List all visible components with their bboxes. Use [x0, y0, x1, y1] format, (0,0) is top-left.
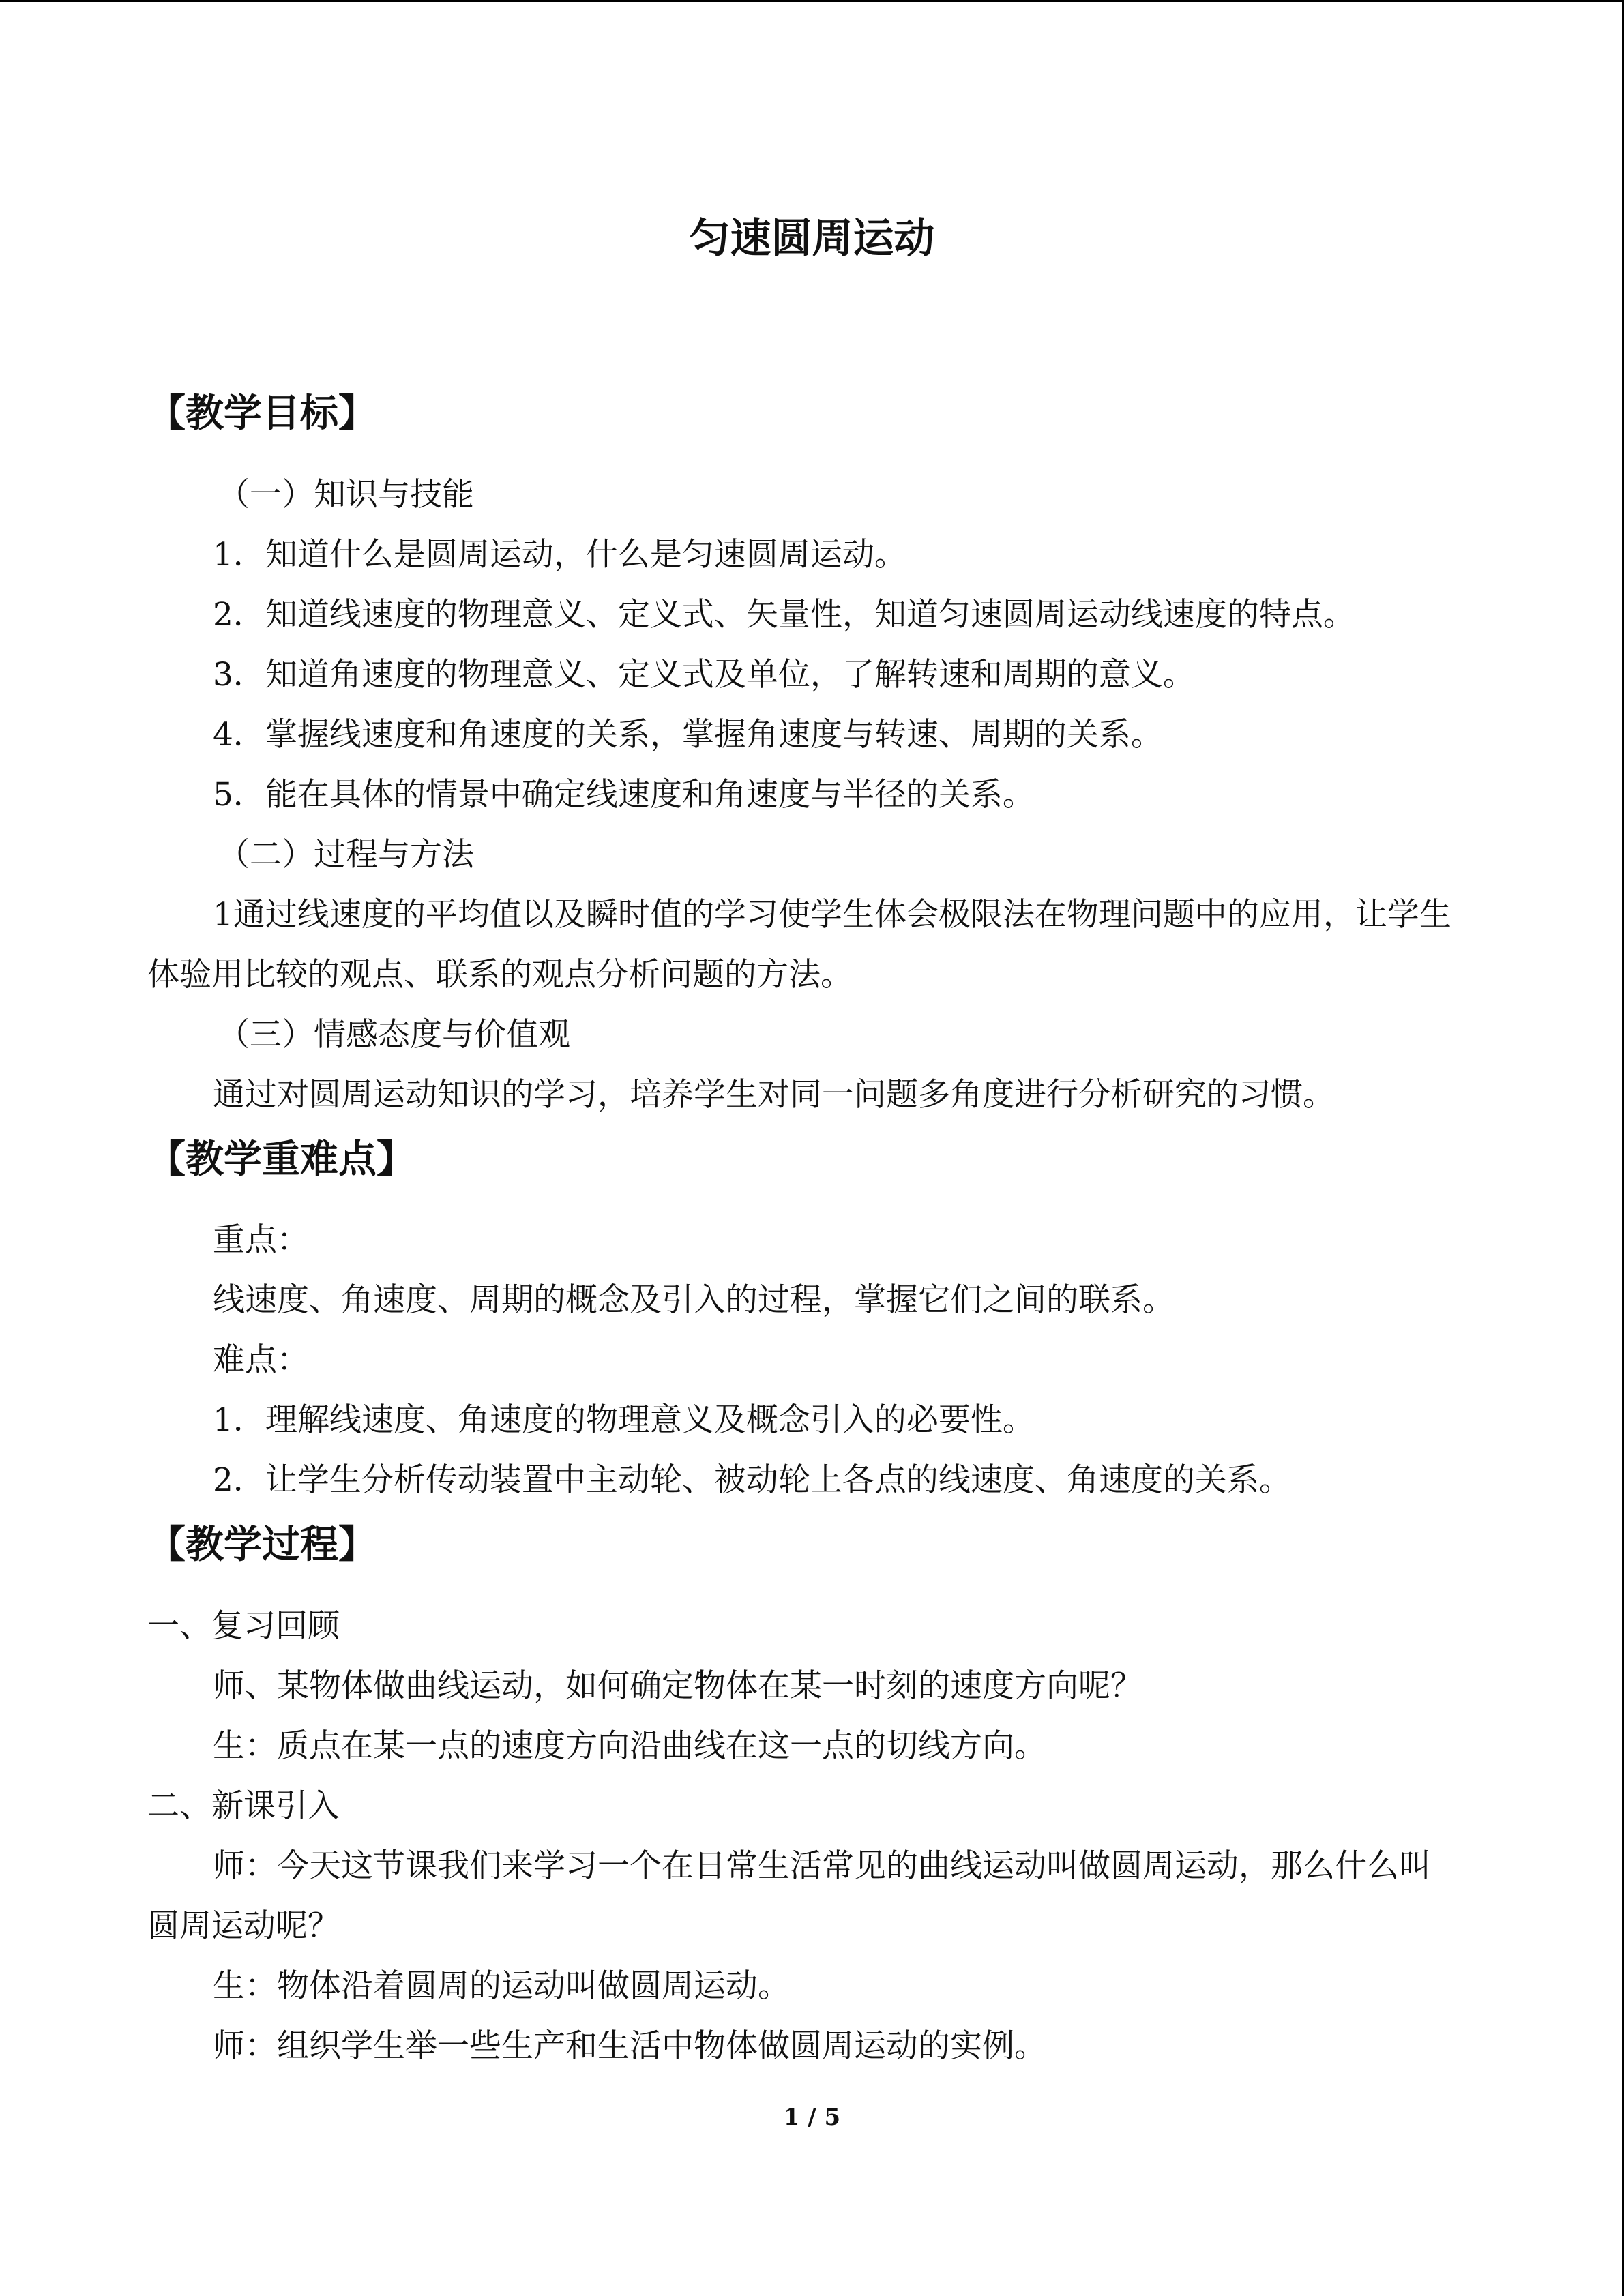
goal-item: 1．知道什么是圆周运动，什么是匀速圆周运动。	[213, 536, 906, 573]
goal-item: 4．掌握线速度和角速度的关系，掌握角速度与转速、周期的关系。	[213, 716, 1163, 754]
dialogue-line: 生：物体沿着圆周的运动叫做圆周运动。	[213, 1967, 790, 2005]
goal-item: 2．知道线速度的物理意义、定义式、矢量性，知道匀速圆周运动线速度的特点。	[213, 596, 1355, 633]
dialogue-line: 生：质点在某一点的速度方向沿曲线在这一点的切线方向。	[213, 1727, 1046, 1765]
page-title: 匀速圆周运动	[689, 215, 935, 263]
dialogue-paragraph: 师：今天这节课我们来学习一个在日常生活常见的曲线运动叫做圆周运动，那么什么叫圆周运动呢？	[147, 1847, 1431, 1945]
difficulty-item: 2．让学生分析传动装置中主动轮、被动轮上各点的线速度、角速度的关系。	[213, 1461, 1291, 1499]
process-part-intro: 二、新课引入	[147, 1787, 340, 1825]
goal-item: 3．知道角速度的物理意义、定义式及单位，了解转速和周期的意义。	[213, 656, 1195, 694]
focus-label: 重点：	[213, 1221, 309, 1259]
process-method-text: 1通过线速度的平均值以及瞬时值的学习使学生体会极限法在物理问题中的应用，让学生体验用比较的观点、联系的观点分析问题的方法。	[147, 896, 1451, 994]
section-heading-process: 【教学过程】	[147, 1522, 377, 1567]
dialogue-line: 师、某物体做曲线运动，如何确定物体在某一时刻的速度方向呢？	[213, 1667, 1142, 1705]
goal-item: 5．能在具体的情景中确定线速度和角速度与半径的关系。	[213, 776, 1035, 814]
dialogue-line: 师：组织学生举一些生产和生活中物体做圆周运动的实例。	[213, 2027, 1046, 2065]
attitude-text: 通过对圆周运动知识的学习，培养学生对同一问题多角度进行分析研究的习惯。	[213, 1076, 1335, 1114]
subheading-attitude: （三）情感态度与价值观	[218, 1016, 570, 1054]
section-heading-key-points: 【教学重难点】	[147, 1137, 415, 1182]
difficulty-item: 1．理解线速度、角速度的物理意义及概念引入的必要性。	[213, 1401, 1035, 1439]
section-heading-goals: 【教学目标】	[147, 391, 377, 436]
difficulty-label: 难点：	[213, 1341, 309, 1379]
subheading-process-method: （二）过程与方法	[218, 836, 474, 874]
page-number: 1 / 5	[783, 2104, 841, 2131]
focus-text: 线速度、角速度、周期的概念及引入的过程，掌握它们之间的联系。	[213, 1281, 1175, 1319]
process-part-review: 一、复习回顾	[147, 1607, 340, 1645]
page-border-top	[0, 0, 1624, 2]
subheading-knowledge: （一）知识与技能	[218, 476, 474, 513]
